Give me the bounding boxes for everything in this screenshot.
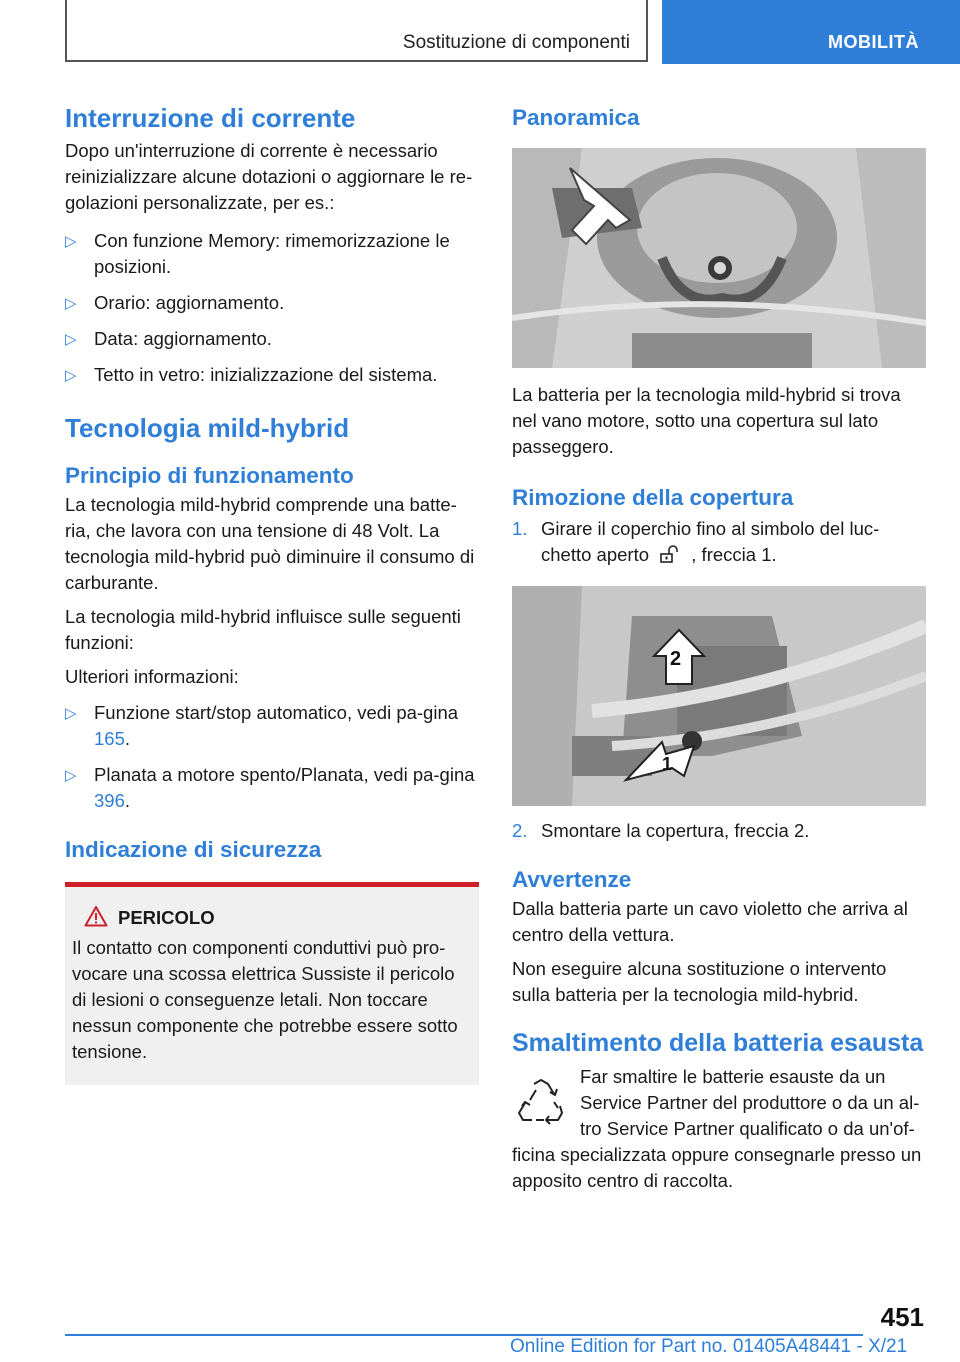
danger-text: Il contatto con componenti conduttivi può pro-vocare una scossa elettrica Sussiste il pericolo di lesioni o conseguenze letali. Non toccare nessun componente che potrebbe essere sotto tensione.	[72, 937, 458, 1062]
header-section-box	[65, 0, 648, 62]
recycling-icon	[514, 1076, 568, 1130]
disposal-title: Smaltimento della batteria esausta	[512, 1029, 924, 1057]
overview-title: Panoramica	[512, 105, 640, 130]
more-info-paragraph: Ulteriori informazioni:	[65, 666, 239, 687]
list-item: ▷ Funzione start/stop automatico, vedi pa-gina 165.	[65, 702, 459, 749]
warning-triangle-icon	[84, 905, 108, 927]
disposal-text: Far smaltire le batterie esauste da un Service Partner del produttore o da un al-tro Service Partner qualificato o da un'of-ficina specializzata oppure consegnarle presso un apposito centro di raccolta.	[512, 1066, 922, 1191]
list-item: ▷ Data: aggiornamento.	[65, 326, 479, 352]
step-item: 2. Smontare la copertura, freccia 2.	[512, 818, 924, 844]
bullet-triangle-icon: ▷	[65, 233, 77, 250]
list-item: ▷ Orario: aggiornamento.	[65, 290, 479, 316]
power-outage-intro: Dopo un'interruzione di corrente è necessario reinizializzare alcune dotazioni o aggiornare le re-golazioni personalizzate, per es.:	[65, 140, 473, 213]
page-number: 451	[880, 1302, 924, 1332]
principle-paragraph: La tecnologia mild-hybrid comprende una batte-ria, che lavora con una tensione di 48 Volt. La tecnologia mild-hybrid può diminuire il consumo di carburante.	[65, 494, 475, 593]
removal-title: Rimozione della copertura	[512, 485, 794, 510]
page-link-396[interactable]: 396	[94, 790, 125, 811]
header-chapter-title: MOBILITÀ	[828, 32, 919, 52]
mild-hybrid-title: Tecnologia mild-hybrid	[65, 413, 350, 443]
header-section-title: Sostituzione di componenti	[402, 32, 630, 53]
danger-heading	[72, 905, 469, 931]
arrow-2-marker	[652, 628, 706, 686]
header-chapter-tab	[662, 0, 960, 64]
battery-cover-photo	[512, 586, 926, 806]
functions-paragraph: La tecnologia mild-hybrid influisce sulle seguenti funzioni:	[65, 606, 461, 653]
bullet-triangle-icon: ▷	[65, 705, 77, 722]
left-column	[65, 102, 479, 1085]
bullet-triangle-icon: ▷	[65, 367, 77, 384]
danger-label: PERICOLO	[118, 907, 215, 928]
list-item: ▷ Tetto in vetro: inizializzazione del sistema.	[65, 362, 479, 388]
footer-edition: Online Edition for Part no. 01405A48441 - X/21	[510, 1336, 908, 1357]
bullet-triangle-icon: ▷	[65, 295, 77, 312]
safety-title: Indicazione di sicurezza	[65, 837, 322, 862]
step-number: 2.	[512, 820, 528, 841]
right-column	[512, 102, 924, 1194]
step-number: 1.	[512, 518, 528, 539]
principle-title: Principio di funzionamento	[65, 463, 354, 488]
notes-title: Avvertenze	[512, 867, 632, 892]
step-item: 1. Girare il coperchio fino al simbolo del luc-chetto aperto , freccia 1.	[512, 518, 880, 565]
bullet-triangle-icon: ▷	[65, 767, 77, 784]
list-item: ▷ Planata a motore spento/Planata, vedi pa-gina 396.	[65, 764, 475, 811]
page-link-165[interactable]: 165	[94, 728, 125, 749]
overview-caption: La batteria per la tecnologia mild-hybrid si trova nel vano motore, sotto una copertura sul lato passeggero.	[512, 384, 901, 457]
arrow-1-marker	[622, 736, 698, 788]
unlocked-padlock-icon	[660, 545, 680, 563]
disposal-block	[512, 1064, 924, 1194]
bullet-triangle-icon: ▷	[65, 331, 77, 348]
notes-paragraph-1: Dalla batteria parte un cavo violetto che arriva al centro della vettura.	[512, 898, 908, 945]
arrow-1-label: 1	[662, 754, 673, 774]
engine-bay-photo	[512, 148, 926, 368]
arrow-2-label: 2	[670, 648, 682, 670]
list-item: ▷ Con funzione Memory: rimemorizzazione le posizioni.	[65, 230, 450, 277]
notes-paragraph-2: Non eseguire alcuna sostituzione o intervento sulla batteria per la tecnologia mild-hybrid.	[512, 958, 887, 1005]
danger-box	[65, 882, 479, 1085]
power-outage-title: Interruzione di corrente	[65, 103, 356, 133]
